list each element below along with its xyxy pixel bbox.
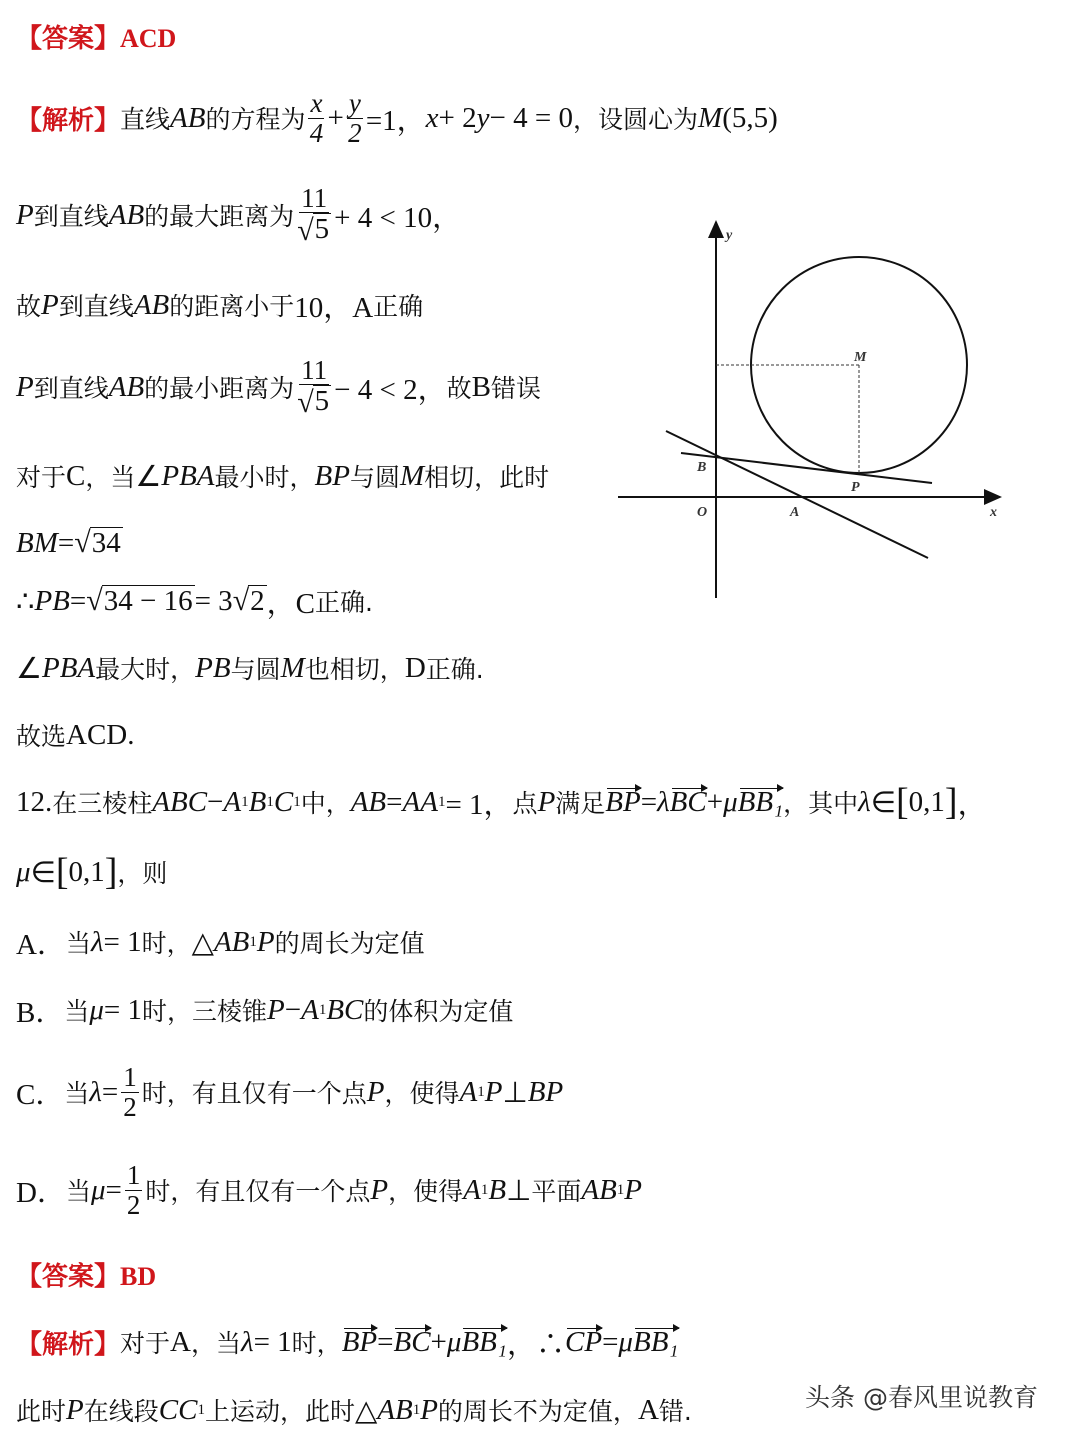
math: PBA [161,459,215,492]
label-b: B [697,460,707,475]
text: 的体积为定值 [363,997,514,1026]
text-line [16,990,513,1030]
text: 正确. [315,588,373,617]
math: ∴ [16,585,35,618]
math: λ [858,785,871,818]
text-line [16,922,425,962]
bracket: ] [944,781,958,823]
text: 当 [65,929,91,958]
math: = 1 [253,1325,292,1358]
text: 时，有且仅有一个点 [145,1177,371,1206]
math: P [256,925,275,958]
text: ，使得 [388,1177,464,1206]
text-line [16,1062,564,1122]
math: AA [402,785,438,818]
text: 故 [446,374,472,403]
text-line [16,715,135,755]
math: B [248,785,267,818]
label-o: O [697,505,708,520]
text: 在线段 [83,1397,159,1426]
coordinate-diagram [600,205,1020,605]
math: = [57,526,75,559]
numerator: 11 [301,182,328,213]
math: AB [133,288,170,321]
numerator: 1 [126,1160,141,1191]
fraction [308,89,324,147]
math: P [624,1173,643,1206]
fraction [297,356,331,418]
math: A [301,993,319,1026]
math: = 1 [103,925,142,958]
label-p: P [851,480,860,495]
text-line [16,581,373,621]
math: = 3 [194,584,233,617]
bracket: [ [896,781,909,823]
math: AB [581,1173,617,1206]
text: 到直线 [58,292,134,321]
math: B [488,1173,507,1206]
text: ，其中 [783,789,859,818]
math: = [640,785,658,818]
math: + 4 < 10， [334,201,462,234]
math: C． [16,1078,65,1111]
sqrt-denominator [297,385,331,418]
fraction [125,1161,143,1219]
text: 的最大距离为 [144,202,295,231]
vector: BB₁ [737,785,784,818]
math: = 1， [445,788,513,821]
text: 对于 [16,463,67,492]
math: = [101,1075,119,1108]
vector: BB₁ [632,1325,679,1358]
math: μ [618,1325,633,1358]
text: ，则 [117,859,168,888]
text: 故选 [16,722,67,751]
text-line [16,456,549,496]
label-y: y [726,228,733,243]
math: AB [350,785,387,818]
line-ab [666,431,928,558]
text: 错误 [490,374,541,403]
math: 0,1 [908,785,945,818]
text: 时， [291,1329,342,1358]
subscript: 1 [293,793,301,810]
math: BP [314,459,350,492]
math: μ [723,785,738,818]
math: + [430,1325,447,1358]
math: 12. [16,785,53,818]
text: 到直线 [33,374,109,403]
denominator: 2 [348,117,362,148]
text: 错. [658,1397,692,1426]
math: P [420,1393,438,1426]
math: △ [191,926,214,959]
text: 当 [64,1079,90,1108]
text: 与圆 [349,463,400,492]
text: 满足 [555,789,606,818]
subscript: 1 [197,1401,205,1418]
text: 相切，此时 [424,463,550,492]
text-line [16,16,176,56]
text-line [16,88,778,148]
math: C [66,459,86,492]
text: ，当 [85,463,136,492]
math: PBA [42,651,96,684]
math: x [425,101,439,134]
math: ∠ [16,652,42,685]
math: P [41,288,59,321]
math: = [386,785,403,818]
text: 在三棱柱 [52,789,153,818]
math: BM [16,526,58,559]
math: M [698,101,723,134]
math: P [484,1075,503,1108]
denominator: 2 [123,1091,137,1122]
label-x: x [990,505,997,520]
radicand: 34 [91,527,121,560]
text: 的周长为定值 [274,929,425,958]
text: ，当 [190,1329,241,1358]
radicand: 5 [314,385,330,418]
label-m: M [854,350,867,365]
math: ⊥ [506,1174,532,1207]
math: μ [90,1173,106,1206]
math: A． [16,928,66,961]
math: A [637,1393,659,1426]
math: P [370,1173,389,1206]
text: 中， [300,789,351,818]
math: PB [34,584,70,617]
math: AB [170,101,206,134]
fraction [121,1063,139,1121]
math: = [69,584,87,617]
numerator: y [348,88,361,119]
math: A [223,785,242,818]
text: 时，有且仅有一个点 [141,1079,367,1108]
math: 0,1 [68,855,105,888]
text: 的周长不为定值， [437,1397,638,1426]
radical-sign: √ [232,584,250,617]
text: 的距离小于 [169,292,295,321]
math: AB [108,370,145,403]
math: BC [326,993,364,1026]
section-heading: 【解析】 [16,1329,121,1359]
vector: BC [393,1325,431,1358]
math: P [16,370,34,403]
math: − 4 < 2， [334,373,447,406]
numerator: 1 [123,1062,137,1093]
math: ⊥ [502,1076,528,1109]
math: λ [90,925,104,958]
math: μ [89,993,104,1026]
text-line [16,1322,679,1362]
math: ABC [152,785,208,818]
text: 对于 [120,1329,171,1358]
math: AB [108,198,145,231]
numerator: x [310,88,323,119]
text-line [16,648,484,688]
subscript: 1 [616,1181,625,1198]
math: =1， [365,104,426,137]
math: ，∴ [506,1328,565,1361]
sqrt-denominator [297,213,331,246]
math: λ [89,1075,102,1108]
subscript: 1 [318,1001,327,1018]
math: − 4 = 0 [489,101,573,134]
radicand: 2 [250,585,265,618]
square-root [233,584,267,618]
math: P [16,198,34,231]
math: BP [527,1075,564,1108]
radicand: 34 − 16 [103,585,193,618]
text: 此时 [16,1397,67,1426]
math: = [105,1173,122,1206]
subscript: 1 [437,793,446,810]
text-line [16,1160,643,1220]
text: 时，三棱锥 [142,997,268,1026]
math: μ [16,855,31,888]
subscript: 1 [266,793,274,810]
math: M [400,459,425,492]
text: 平面 [531,1177,582,1206]
math: AB [213,925,250,958]
math: ∈ [30,856,56,889]
math: = 1 [103,993,143,1026]
watermark: 头条 @春风里说教育 [805,1383,1038,1412]
math: ACD. [66,718,135,751]
text: 上运动，此时 [204,1397,355,1426]
math: μ [446,1325,462,1358]
math: P [537,785,556,818]
vector: BC [669,785,707,818]
subscript: 1 [477,1083,485,1100]
vector: BP [605,785,641,818]
radicand: 5 [314,213,330,246]
math: AB [377,1393,413,1426]
math: 10，A [294,291,374,324]
text-line [16,1390,692,1430]
text: 当 [65,1177,91,1206]
math: + [327,101,344,134]
text: 的最小距离为 [144,374,295,403]
section-heading: 【答案】ACD [16,23,177,53]
text: 当 [64,997,90,1026]
math: PB [195,651,231,684]
math: ∈ [870,786,896,819]
text: 直线 [120,105,171,134]
text: 与圆 [230,655,281,684]
denominator: 4 [309,117,324,148]
vector: CP [565,1325,603,1358]
math: △ [354,1394,378,1427]
math: C [273,785,294,818]
bracket: ] [104,851,118,893]
radical-sign: √ [297,213,314,247]
square-root [86,584,194,618]
text: 最大时， [95,655,196,684]
text: ，设圆心为 [573,105,699,134]
math: A [459,1075,478,1108]
square-root [74,526,122,560]
subscript: 1 [241,793,249,810]
text-line [16,1254,156,1294]
math: B [471,370,491,403]
math: A [170,1325,191,1358]
math: ∠ [135,460,162,493]
text-line [16,354,541,419]
math: = [602,1325,619,1358]
math: P [267,993,285,1026]
text: 也相切， [304,655,405,684]
math: + 2 [438,101,477,134]
math: λ [657,785,670,818]
math: ，C [266,587,315,620]
math: (5,5) [722,101,778,134]
fraction [347,89,363,147]
math: λ [241,1325,254,1358]
text: ，使得 [384,1079,460,1108]
section-heading: 【解析】 [16,105,121,135]
text: 时， [141,929,192,958]
text: 到直线 [33,202,109,231]
math: y [476,101,490,134]
math: A [463,1173,481,1206]
text: 的方程为 [205,105,306,134]
math: D． [16,1176,66,1209]
subscript: 1 [480,1181,489,1198]
text: 正确. [425,655,484,684]
vector: BP [341,1325,378,1358]
text-line [16,285,423,325]
subscript: 1 [412,1401,421,1418]
numerator: 11 [301,354,328,385]
math: − [207,785,224,818]
radical-sign: √ [74,526,91,559]
radical-sign: √ [297,385,314,419]
math: CC [158,1393,198,1426]
text: 最小时， [214,463,315,492]
section-heading: 【答案】BD [16,1261,157,1291]
subscript: 1 [249,933,257,950]
text: 点 [512,789,538,818]
denominator: 2 [126,1189,141,1220]
math: P [366,1075,385,1108]
math: ， [957,788,987,821]
math: B． [16,996,65,1029]
text-line [16,782,987,822]
radical-sign: √ [86,584,103,617]
math: + [706,785,724,818]
math: M [280,651,305,684]
math: − [284,993,302,1026]
text: 故 [16,292,42,321]
math: = [377,1325,394,1358]
label-a: A [790,505,800,520]
fraction [297,184,331,246]
math: P [66,1393,84,1426]
math: D [404,651,426,684]
text-line [16,182,462,247]
text-line [16,852,167,892]
bracket: [ [55,851,69,893]
vector: BB₁ [461,1325,507,1358]
text-line [16,523,123,563]
text: 正确 [373,292,424,321]
